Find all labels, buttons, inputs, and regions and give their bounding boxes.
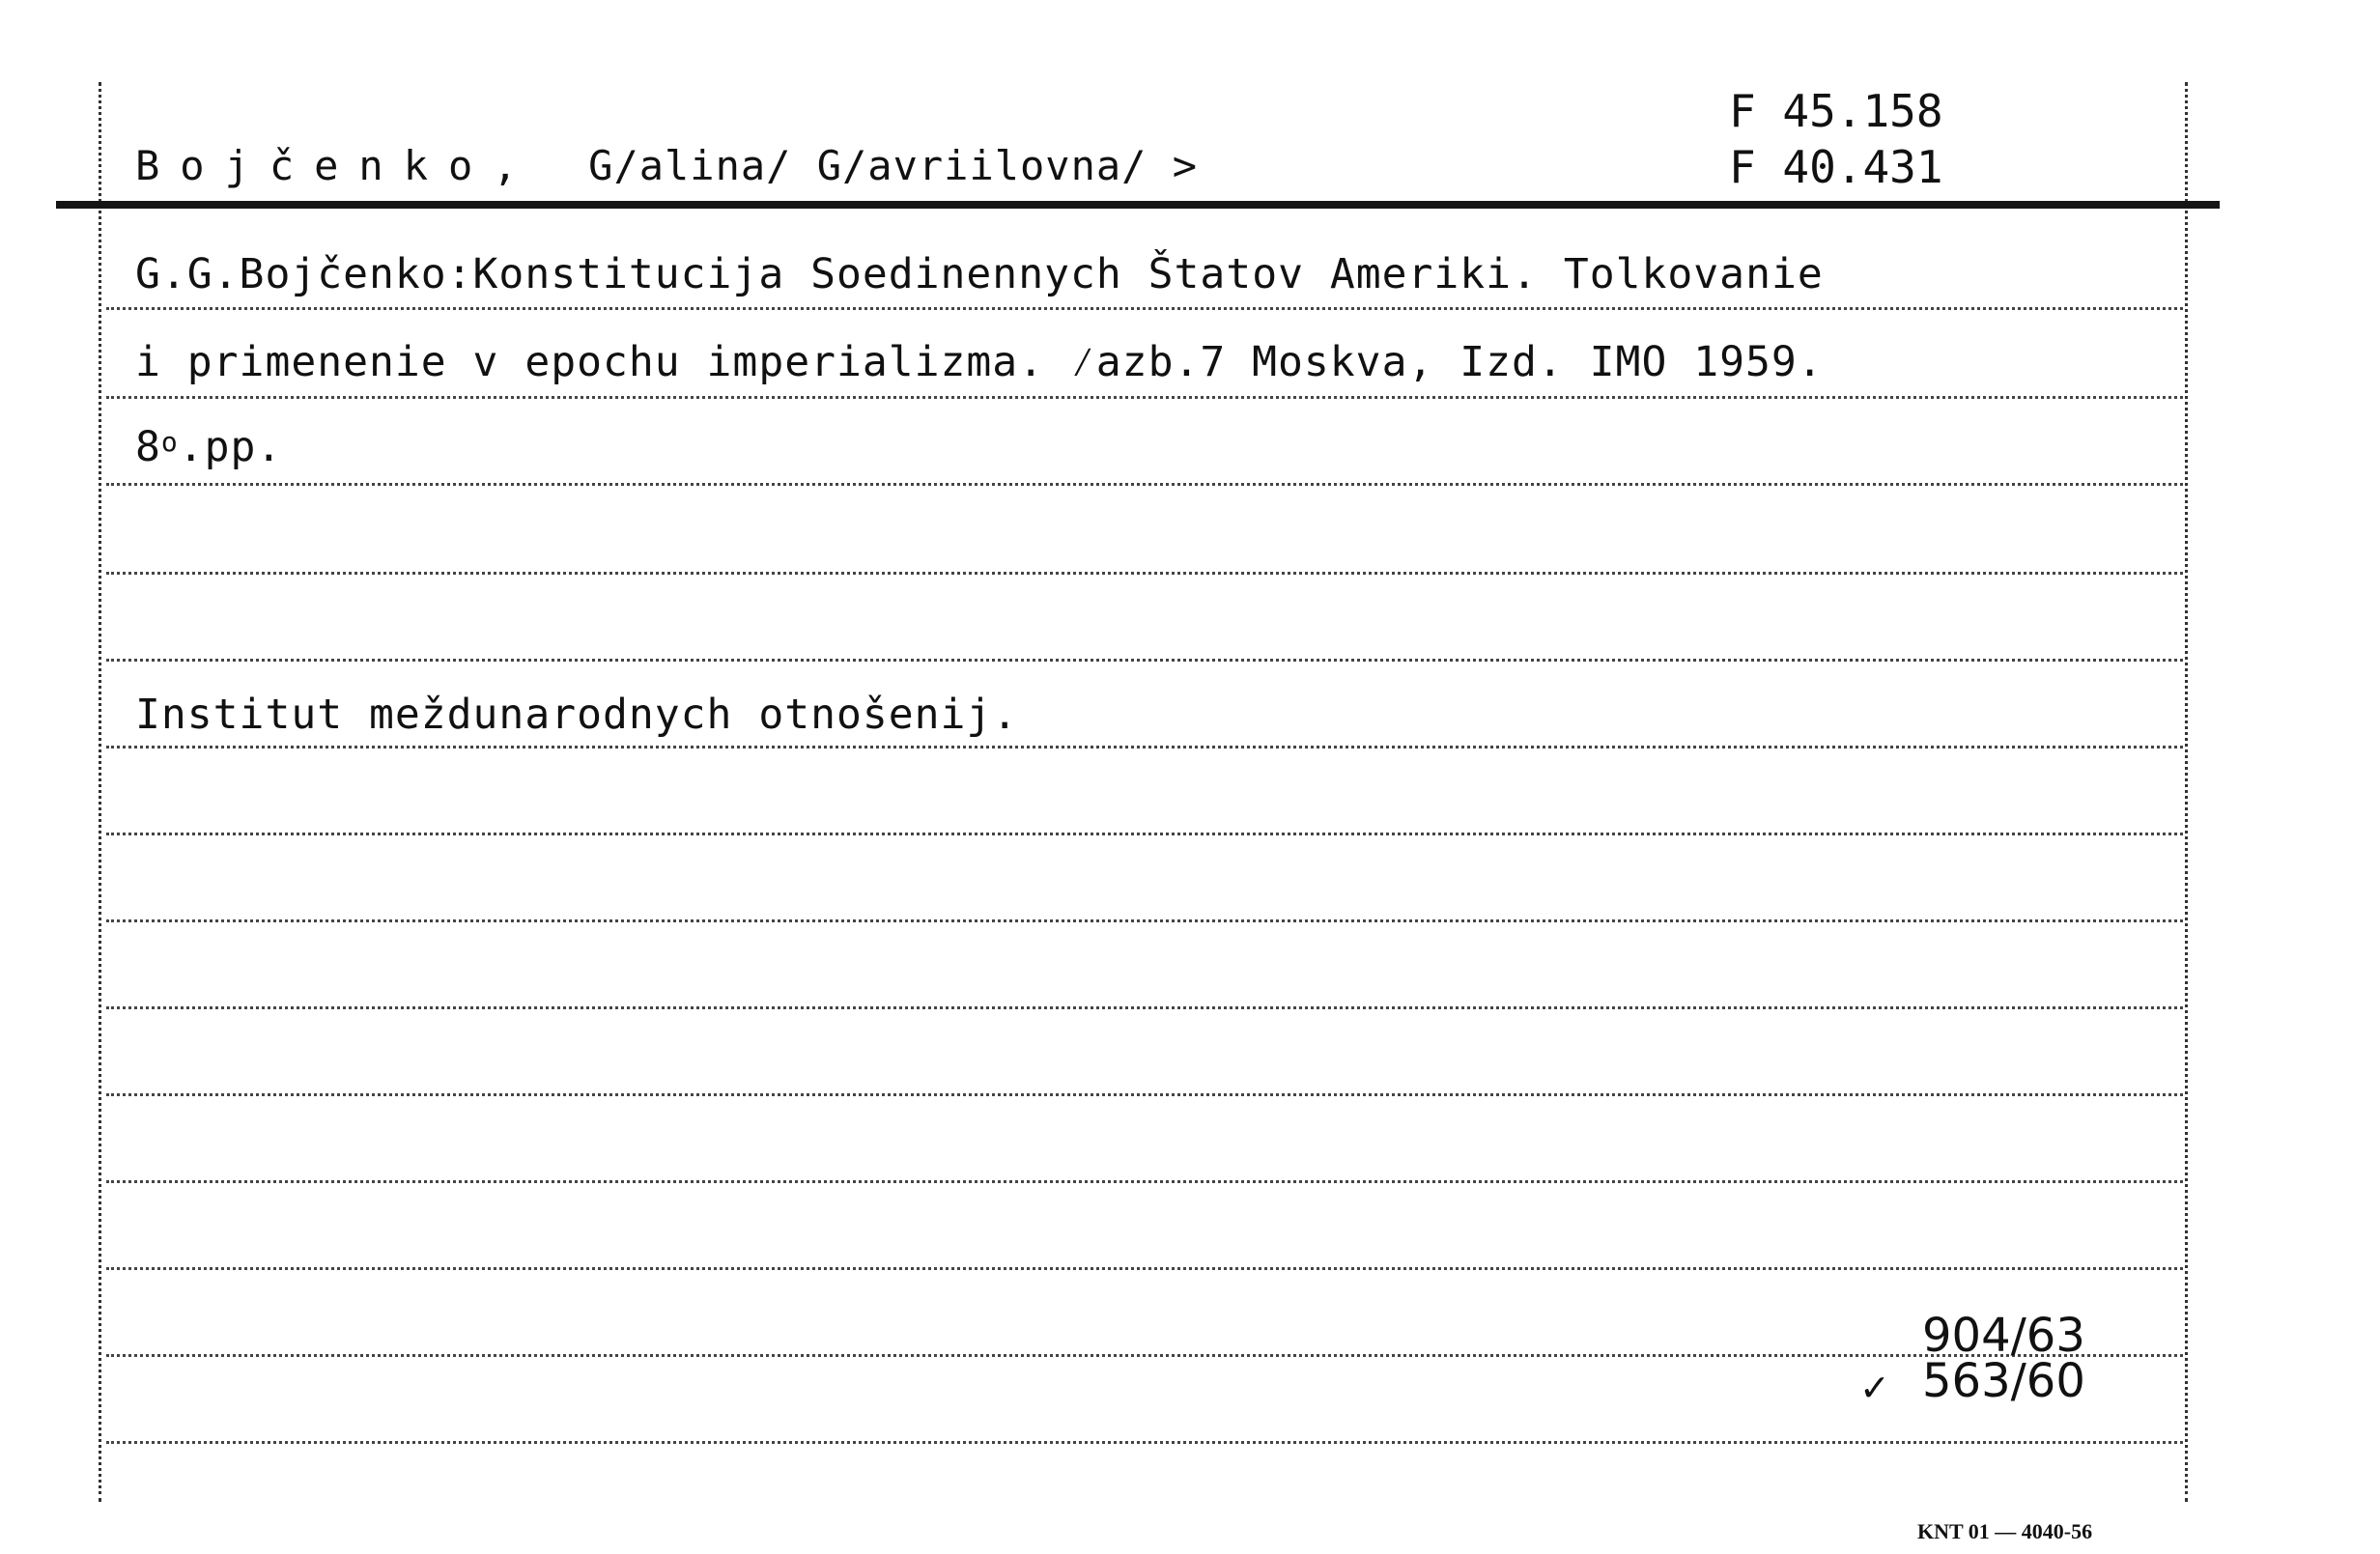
author-surname: Bojčenko,	[135, 142, 538, 189]
ruled-line	[106, 1006, 2183, 1009]
entry-line-4: Institut meždunarodnych otnošenij.	[135, 691, 1019, 739]
heading-rule	[56, 201, 2220, 209]
format: 8	[135, 423, 161, 471]
pagination: .pp.	[178, 423, 283, 471]
accession-number-2: 563/60	[1922, 1354, 2085, 1408]
ruled-line	[106, 483, 2183, 486]
author-statement: G.G.Bojčenko:	[135, 250, 473, 298]
imprint: Moskva, Izd. IMO 1959.	[1226, 338, 1824, 386]
ruled-line	[106, 833, 2183, 835]
card-heading	[135, 142, 1198, 189]
call-number-1: F 45.158	[1729, 85, 1943, 137]
ruled-line	[106, 1267, 2183, 1270]
accession-number-1: 904/63	[1922, 1309, 2085, 1363]
title-end: i primenenie v epochu imperializma.	[135, 338, 1070, 386]
heading-bracket: >	[1172, 142, 1199, 189]
left-margin-line	[99, 82, 101, 1502]
card-form-number: KNT 01 — 4040-56	[1917, 1519, 2093, 1543]
script-note: ⁄azb.7	[1069, 338, 1227, 386]
ruled-line	[106, 1441, 2183, 1444]
author-given-names: G/alina/ G/avriilovna/	[588, 142, 1148, 189]
ruled-line	[106, 572, 2183, 575]
title-start: Konstitucija Soedinennych Štatov Ameriki. Tolkovanie	[472, 250, 1824, 298]
ruled-line	[106, 1093, 2183, 1096]
entry-line-1	[135, 250, 1824, 298]
check-mark-icon: ✓	[1859, 1367, 1890, 1409]
ruled-line	[106, 746, 2183, 749]
format-superscript: o	[160, 426, 179, 458]
entry-line-2	[135, 338, 1824, 388]
ruled-line	[106, 919, 2183, 922]
call-number-2: F 40.431	[1729, 141, 1943, 193]
ruled-line	[106, 1180, 2183, 1183]
ruled-line	[106, 307, 2183, 310]
ruled-line	[106, 1354, 2183, 1357]
ruled-line	[106, 396, 2183, 399]
right-margin-line	[2185, 82, 2188, 1502]
entry-line-3	[135, 423, 282, 471]
ruled-line	[106, 659, 2183, 662]
